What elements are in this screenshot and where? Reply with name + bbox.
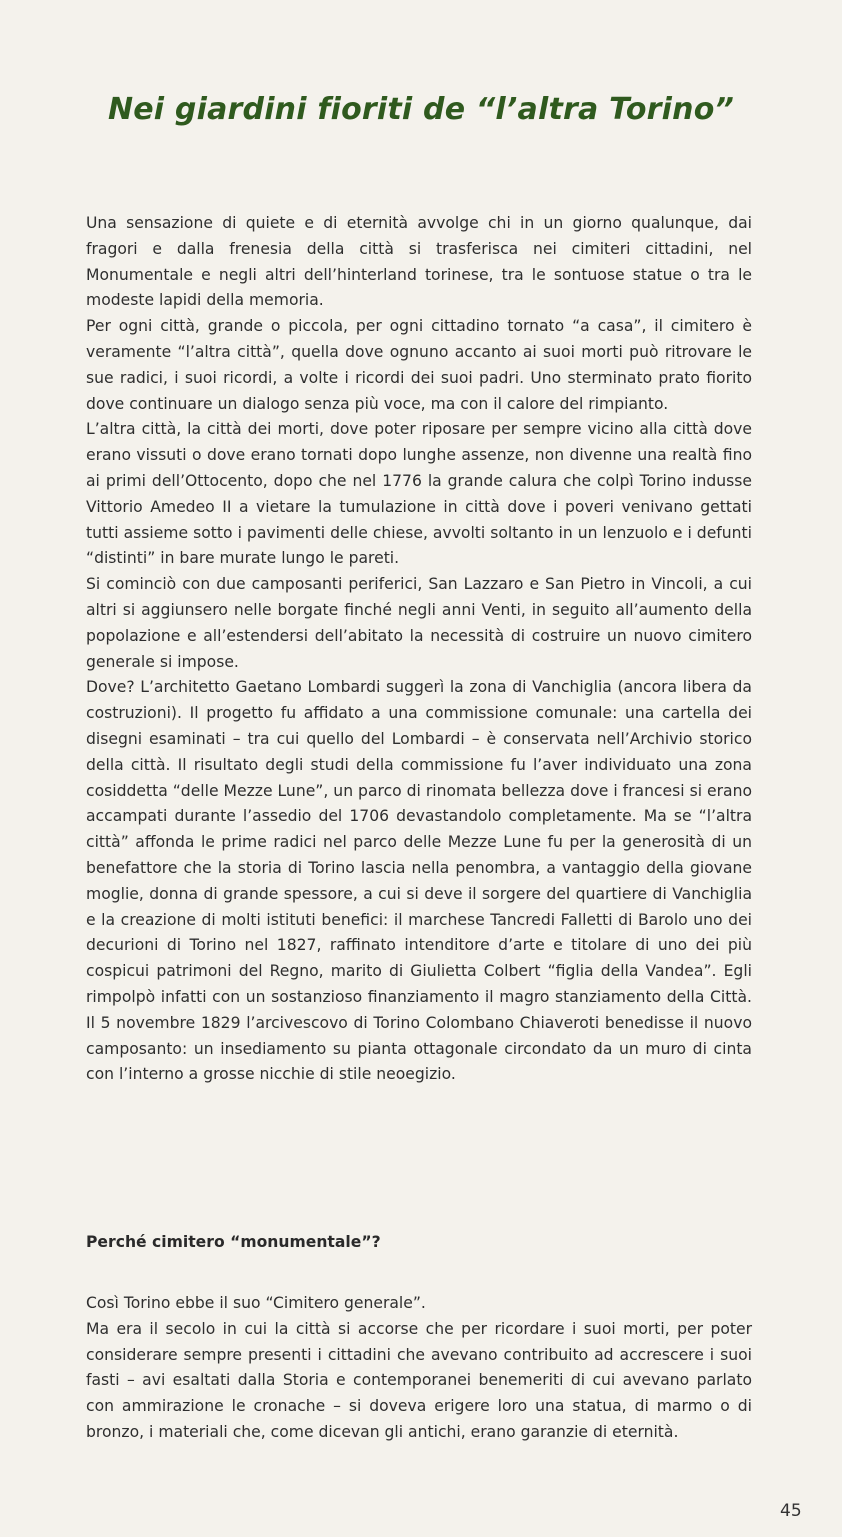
paragraph: Si cominciò con due camposanti periferici, San Lazzaro e San Pietro in Vincoli, a cui altri si aggiunsero nelle borgate finché negli anni Venti, in seguito all’aumento della popolazione e all’estendersi dell’abitato la necessità di costruire un nuovo cimitero generale si impose. — [86, 575, 752, 671]
paragraph: Per ogni città, grande o piccola, per ogni cittadino tornato “a casa”, il cimitero è veramente “l’altra città”, quella dove ognuno accanto ai suoi morti può ritrovare le sue radici, i suoi ricordi, a volte i ricordi dei suoi padri. Uno sterminato prato fiorito dove continuare un dialogo senza più voce, ma con il calore del rimpianto. — [86, 317, 752, 413]
page-title: Nei giardini fioriti de “l’altra Torino” — [107, 92, 735, 127]
body-text — [86, 211, 752, 1088]
section-heading: Perché cimitero “monumentale”? — [86, 1233, 381, 1251]
paragraph: Ma era il secolo in cui la città si accorse che per ricordare i suoi morti, per poter considerare sempre presenti i cittadini che avevano contribuito ad accrescere i suoi fasti – avi esaltati dalla Storia e contemporanei benemeriti di cui avevano parlato con ammirazione le cronache – si doveva erigere loro una statua, di marmo o di bronzo, i materiali che, come dicevan gli antichi, erano garanzie di eternità. — [86, 1319, 752, 1441]
paragraph: Una sensazione di quiete e di eternità avvolge chi in un giorno qualunque, dai fragori e dalla frenesia della città si trasferisca nei cimiteri cittadini, nel Monumentale e negli altri dell’hinterland torinese, tra le sontuose statue o tra le modeste lapidi della memoria. — [86, 214, 752, 310]
section-body-text — [86, 1291, 752, 1446]
paragraph: Dove? L’architetto Gaetano Lombardi suggerì la zona di Vanchiglia (ancora libera da costruzioni). Il progetto fu affidato a una commissione comunale: una cartella dei disegni esaminati – tra cui quello del Lombardi – è conservata nell’Archivio storico della città. Il risultato degli studi della commissione fu l’aver individuato una zona cosiddetta “delle Mezze Lune”, un parco di rinomata bellezza dove i francesi si erano accampati durante l’assedio del 1706 devastandolo completamente. Ma se “l’altra città” affonda le prime radici nel parco delle Mezze Lune fu per la generosità di un benefattore che la storia di Torino lascia nella penombra, a vantaggio della giovane moglie, donna di grande spessore, a cui si deve il sorgere del quartiere di Vanchiglia e la creazione di molti istituti benefici: il marchese Tancredi Falletti di Barolo uno dei decurioni di Torino nel 1827, raffinato intenditore d’arte e titolare di uno dei più cospicui patrimoni del Regno, marito di Giulietta Colbert “figlia della Vandea”. Egli rimpolpò infatti con un sostanzioso finanziamento il magro stanziamento della Città. Il 5 novembre 1829 l’arcivescovo di Torino Colombano Chiaveroti benedisse il nuovo camposanto: un insediamento su pianta ottagonale circondato da un muro di cinta con l’interno a grosse nicchie di stile neoegizio. — [86, 678, 752, 1084]
page-number: 45 — [780, 1501, 802, 1521]
paragraph: L’altra città, la città dei morti, dove poter riposare per sempre vicino alla città dove erano vissuti o dove erano tornati dopo lunghe assenze, non divenne una realtà fino ai primi dell’Ottocento, dopo che nel 1776 la grande calura che colpì Torino indusse Vittorio Amedeo II a vietare la tumulazione in città dove i poveri venivano gettati tutti assieme sotto i pavimenti delle chiese, avvolti soltanto in un lenzuolo e i defunti “distinti” in bare murate lungo le pareti. — [86, 420, 752, 568]
paragraph: Così Torino ebbe il suo “Cimitero generale”. — [86, 1294, 426, 1312]
